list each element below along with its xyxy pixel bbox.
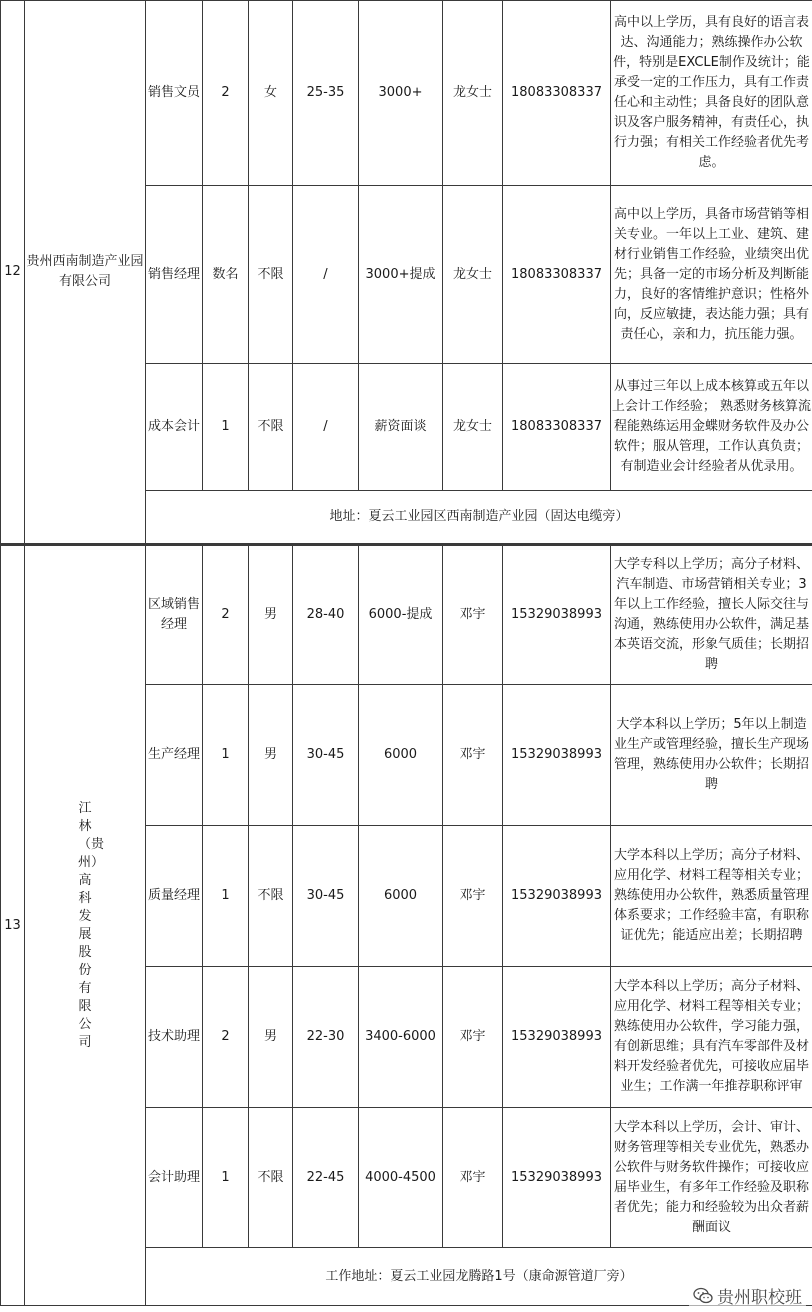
job-gender: 女 (249, 1, 293, 186)
job-phone: 18083308337 (503, 364, 611, 491)
job-requirement: 从事过三年以上成本核算或五年以上会计工作经验； 熟悉财务核算流程能熟练运用金蝶财务软件及办公软件；服从管理，工作认真负责；有制造业会计经验者从优录用。 (611, 364, 812, 491)
job-count: 2 (203, 545, 249, 685)
watermark (689, 1283, 806, 1308)
job-age: 22-45 (293, 1108, 359, 1248)
job-salary: 6000-提成 (359, 545, 443, 685)
job-count: 2 (203, 967, 249, 1108)
job-gender: 男 (249, 685, 293, 826)
job-count: 数名 (203, 186, 249, 364)
job-requirement: 大学本科以上学历；高分子材料、应用化学、材料工程等相关专业；熟练使用办公软件，学习能力强，有创新思维；具有汽车零部件及材料开发经验者优先，可接收应届毕业生；工作满一年推荐职称评审 (611, 967, 812, 1108)
job-contact: 邓宇 (443, 545, 503, 685)
job-position: 销售经理 (146, 186, 203, 364)
job-salary: 4000-4500 (359, 1108, 443, 1248)
job-position: 生产经理 (146, 685, 203, 826)
job-requirement: 大学本科以上学历，会计、审计、财务管理等相关专业优先，熟悉办公软件与财务软件操作；可接收应届毕业生，有多年工作经验及职称者优先；能力和经验较为出众者薪酬面议 (611, 1108, 812, 1248)
job-salary: 6000 (359, 685, 443, 826)
job-contact: 龙女士 (443, 186, 503, 364)
job-phone: 15329038993 (503, 685, 611, 826)
job-count: 1 (203, 685, 249, 826)
job-age: 25-35 (293, 1, 359, 186)
job-phone: 15329038993 (503, 826, 611, 967)
job-salary: 3000+提成 (359, 186, 443, 364)
company-address: 地址：夏云工业园区西南制造产业园（固达电缆旁） (146, 491, 812, 545)
job-contact: 龙女士 (443, 364, 503, 491)
job-phone: 18083308337 (503, 1, 611, 186)
job-gender: 不限 (249, 364, 293, 491)
job-salary: 3400-6000 (359, 967, 443, 1108)
company-name: 贵州西南制造产业园有限公司 (25, 1, 146, 545)
job-phone: 15329038993 (503, 967, 611, 1108)
job-contact: 邓宇 (443, 1108, 503, 1248)
job-phone: 18083308337 (503, 186, 611, 364)
job-gender: 不限 (249, 186, 293, 364)
job-salary: 3000+ (359, 1, 443, 186)
job-salary: 6000 (359, 826, 443, 967)
job-position: 成本会计 (146, 364, 203, 491)
job-gender: 男 (249, 967, 293, 1108)
job-count: 1 (203, 1108, 249, 1248)
job-requirement: 高中以上学历，具有良好的语言表达、沟通能力；熟练操作办公软件，特别是EXCLE制作及统计；能承受一定的工作压力，具有工作责任心和主动性；具备良好的团队意识及客户服务精神，有责任心，执行力强；有相关工作经验者优先考虑。 (611, 1, 812, 186)
table-row (1, 1, 812, 186)
job-age: 30-45 (293, 826, 359, 967)
job-position: 销售文员 (146, 1, 203, 186)
job-position: 区域销售经理 (146, 545, 203, 685)
job-phone: 15329038993 (503, 1108, 611, 1248)
job-count: 1 (203, 364, 249, 491)
job-requirement: 大学本科以上学历；5年以上制造业生产或管理经验，擅长生产现场管理，熟练使用办公软件；长期招聘 (611, 685, 812, 826)
job-gender: 不限 (249, 826, 293, 967)
job-gender: 男 (249, 545, 293, 685)
wechat-icon (693, 1287, 713, 1305)
job-age: / (293, 186, 359, 364)
watermark-text: 贵州职校班 (717, 1288, 802, 1308)
job-contact: 邓宇 (443, 826, 503, 967)
job-count: 2 (203, 1, 249, 186)
job-count: 1 (203, 826, 249, 967)
job-gender: 不限 (249, 1108, 293, 1248)
company-name: 江林（贵州）高科发展股份有限公司 (25, 545, 146, 1306)
table-row (1, 545, 812, 685)
job-age: 28-40 (293, 545, 359, 685)
job-requirement: 大学本科以上学历；高分子材料、应用化学、材料工程等相关专业；熟练使用办公软件，熟悉质量管理体系要求；工作经验丰富，有职称证优先；能适应出差；长期招聘 (611, 826, 812, 967)
job-contact: 邓宇 (443, 967, 503, 1108)
job-age: 22-30 (293, 967, 359, 1108)
company-number: 13 (1, 545, 25, 1306)
company-number: 12 (1, 1, 25, 545)
job-position: 技术助理 (146, 967, 203, 1108)
company-address: 工作地址：夏云工业园龙腾路1号（康命源管道厂旁） (146, 1248, 812, 1306)
job-contact: 邓宇 (443, 685, 503, 826)
job-requirement: 大学专科以上学历；高分子材料、汽车制造、市场营销相关专业；3年以上工作经验，擅长人际交往与沟通，熟练使用办公软件，满足基本英语交流，形象气质佳；长期招聘 (611, 545, 812, 685)
job-age: 30-45 (293, 685, 359, 826)
job-contact: 龙女士 (443, 1, 503, 186)
job-salary: 薪资面谈 (359, 364, 443, 491)
job-age: / (293, 364, 359, 491)
job-position: 质量经理 (146, 826, 203, 967)
job-position: 会计助理 (146, 1108, 203, 1248)
job-requirement: 高中以上学历，具备市场营销等相关专业。一年以上工业、建筑、建材行业销售工作经验，业绩突出优先；具备一定的市场分析及判断能力，良好的客情维护意识；性格外向，反应敏捷，表达能力强；具有责任心，亲和力，抗压能力强。 (611, 186, 812, 364)
job-phone: 15329038993 (503, 545, 611, 685)
